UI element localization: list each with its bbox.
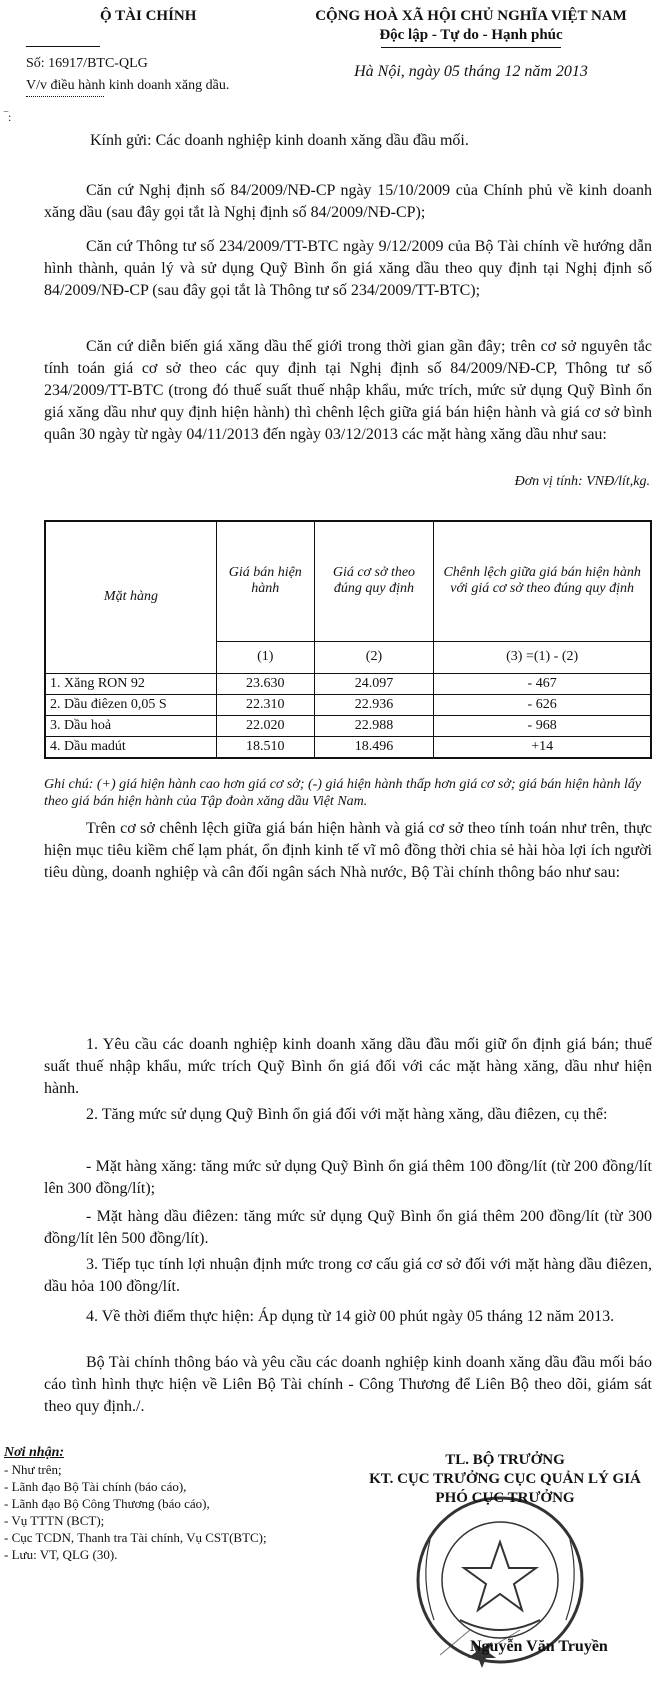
row-item: 4. Dầu madút (45, 736, 216, 758)
recipients-title: Nơi nhận: (4, 1445, 65, 1460)
subject-rule (26, 96, 104, 97)
salutation: Kính gửi: Các doanh nghiệp kinh doanh xăng dầu đầu mối. (90, 132, 469, 149)
paragraph-legal-basis-3: Căn cứ diễn biến giá xăng dầu thế giới trong thời gian gần đây; trên cơ sở nguyên tắc tính toán giá cơ sở theo các quy định tại Nghị định số 84/2009/NĐ-CP, Thông tư số 234/2009/TT-BTC (trong đó thuế suất thuế nhập khẩu, mức trích, mức sử dụng Quỹ Bình ổn giá xăng dầu như quy định hiện hành) thì chênh lệch giữa giá bán hiện hành và giá cơ sở bình quân 30 ngày từ ngày 04/11/2013 đến ngày 03/12/2013 các mặt hàng xăng dầu như sau: (44, 338, 652, 443)
item-2-petrol: - Mặt hàng xăng: tăng mức sử dụng Quỹ Bình ổn giá thêm 100 đồng/lít (từ 200 đồng/lít lên 300 đồng/lít); (44, 1158, 652, 1197)
signature-title: PHÓ CỤC TRƯỞNG (435, 1490, 575, 1506)
item-1: 1. Yêu cầu các doanh nghiệp kinh doanh xăng dầu đầu mối giữ ổn định giá bán; thuế suất thuế nhập khẩu, mức trích Quỹ Bình ổn giá đối với các mặt hàng xăng, dầu như hiện hành. (44, 1036, 652, 1097)
signature-block (352, 1452, 658, 1507)
index-3: (3) =(1) - (2) (434, 641, 651, 673)
table-row (45, 673, 651, 694)
signature-department: KT. CỤC TRƯỞNG CỤC QUẢN LÝ GIÁ (369, 1471, 641, 1487)
row-diff: +14 (434, 736, 651, 758)
index-1: (1) (216, 641, 314, 673)
item-3: 3. Tiếp tục tính lợi nhuận định mức trong cơ cấu giá cơ sở đối với mặt hàng dầu điêzen, dầu hỏa 100 đồng/lít. (44, 1256, 652, 1295)
recipient-item: - Lãnh đạo Bộ Tài chính (báo cáo), (4, 1479, 187, 1494)
issuer-name: Ộ TÀI CHÍNH (100, 8, 197, 24)
price-table (44, 520, 652, 759)
table-row (45, 694, 651, 715)
recipient-item: - Lãnh đạo Bộ Công Thương (báo cáo), (4, 1496, 210, 1511)
scan-mark: ‾: (4, 110, 12, 124)
recipients-block (4, 1444, 344, 1563)
document-number: Số: 16917/BTC-QLG (26, 56, 148, 71)
recipient-item: - Cục TCDN, Thanh tra Tài chính, Vụ CST(BTC); (4, 1530, 267, 1545)
row-base: 24.097 (314, 673, 434, 694)
row-base: 22.988 (314, 715, 434, 736)
row-current: 22.020 (216, 715, 314, 736)
header-difference: Chênh lệch giữa giá bán hiện hành với giá cơ sở theo đúng quy định (434, 521, 651, 641)
nation-title: CỘNG HOÀ XÃ HỘI CHỦ NGHĨA VIỆT NAM (315, 8, 627, 24)
row-diff: - 467 (434, 673, 651, 694)
index-2: (2) (314, 641, 434, 673)
table-note: Ghi chú: (+) giá hiện hành cao hơn giá cơ sở; (-) giá hiện hành thấp hơn giá cơ sở; giá bán hiện hành lấy theo giá bán hiện hành của Tập đoàn xăng dầu Việt Nam. (44, 777, 642, 809)
signature-authority: TL. BỘ TRƯỞNG (445, 1452, 565, 1468)
row-item: 2. Dầu điêzen 0,05 S (45, 694, 216, 715)
header-item: Mặt hàng (45, 521, 216, 673)
table-header-row (45, 521, 651, 641)
table-row (45, 715, 651, 736)
paragraph-legal-basis-1: Căn cứ Nghị định số 84/2009/NĐ-CP ngày 15/10/2009 của Chính phủ về kinh doanh xăng dầu (sau đây gọi tắt là Nghị định số 84/2009/NĐ-CP); (44, 182, 652, 221)
motto: Độc lập - Tự do - Hạnh phúc (379, 27, 563, 43)
issuer-rule (26, 46, 100, 47)
header-current-price: Giá bán hiện hành (216, 521, 314, 641)
row-base: 18.496 (314, 736, 434, 758)
paragraph-legal-basis-2: Căn cứ Thông tư số 234/2009/TT-BTC ngày 9/12/2009 của Bộ Tài chính về hướng dẫn hình thành, quản lý và sử dụng Quỹ Bình ổn giá xăng dầu theo quy định tại Nghị định số 84/2009/NĐ-CP (sau đây gọi tắt là Thông tư số 234/2009/TT-BTC); (44, 238, 652, 299)
row-base: 22.936 (314, 694, 434, 715)
recipient-item: - Như trên; (4, 1462, 62, 1477)
table-row (45, 736, 651, 758)
item-4: 4. Về thời điểm thực hiện: Áp dụng từ 14 giờ 00 phút ngày 05 tháng 12 năm 2013. (86, 1308, 615, 1325)
row-current: 18.510 (216, 736, 314, 758)
item-2: 2. Tăng mức sử dụng Quỹ Bình ổn giá đối với mặt hàng xăng, dầu điêzen, cụ thể: (86, 1106, 608, 1123)
row-diff: - 626 (434, 694, 651, 715)
row-item: 3. Dầu hoả (45, 715, 216, 736)
row-item: 1. Xăng RON 92 (45, 673, 216, 694)
item-2-diesel: - Mặt hàng dầu điêzen: tăng mức sử dụng Quỹ Bình ổn giá thêm 200 đồng/lít (từ 300 đồng/lít lên 500 đồng/lít). (44, 1208, 652, 1247)
document-date: Hà Nội, ngày 05 tháng 12 năm 2013 (354, 63, 588, 80)
unit-note: Đơn vị tính: VNĐ/lít,kg. (514, 474, 650, 489)
row-diff: - 968 (434, 715, 651, 736)
recipient-item: - Vụ TTTN (BCT); (4, 1513, 105, 1528)
recipient-item: - Lưu: VT, QLG (30). (4, 1547, 118, 1562)
closing-paragraph: Bộ Tài chính thông báo và yêu cầu các doanh nghiệp kinh doanh xăng dầu đầu mối báo cáo tình hình thực hiện về Liên Bộ Tài chính - Công Thương để Liên Bộ theo dõi, giám sát theo quy định./. (44, 1354, 652, 1415)
paragraph-announcement: Trên cơ sở chênh lệch giữa giá bán hiện hành và giá cơ sở theo tính toán như trên, thực hiện mục tiêu kiềm chế lạm phát, ổn định kinh tế vĩ mô đồng thời chia sẻ hài hòa lợi ích người tiêu dùng, doanh nghiệp và cân đối ngân sách Nhà nước, Bộ Tài chính thông báo như sau: (44, 820, 652, 881)
header-base-price: Giá cơ sở theo đúng quy định (314, 521, 434, 641)
signer-name: Nguyễn Văn Truyền (470, 1638, 608, 1655)
row-current: 23.630 (216, 673, 314, 694)
national-header (290, 8, 652, 81)
motto-underline (381, 47, 561, 48)
row-current: 22.310 (216, 694, 314, 715)
document-subject: V/v điều hành kinh doanh xăng dầu. (26, 78, 230, 93)
